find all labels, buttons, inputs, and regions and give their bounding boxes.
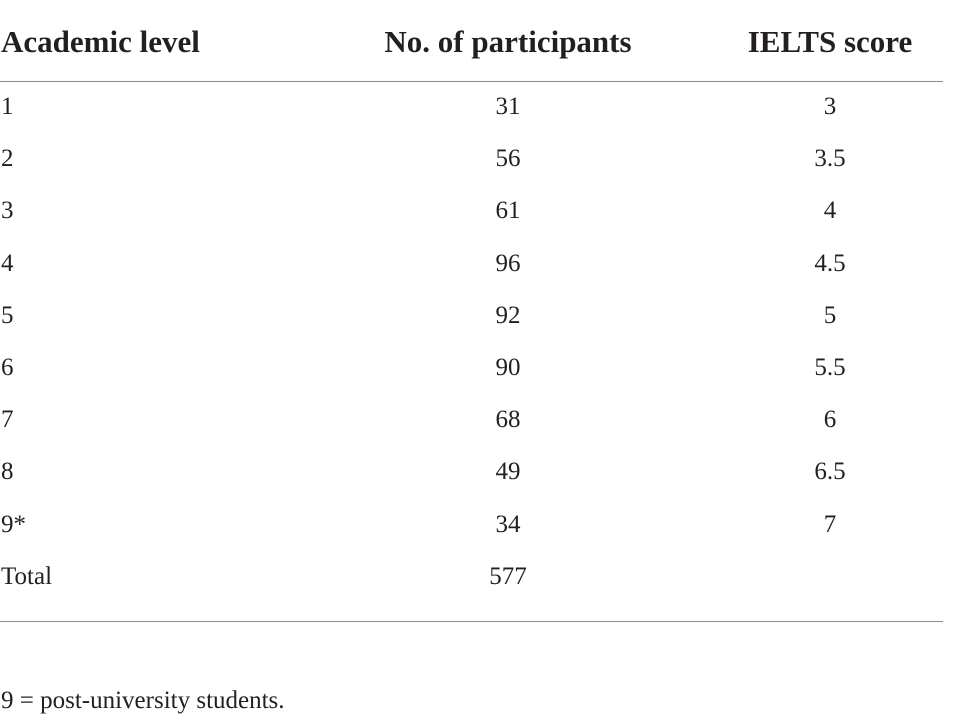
cell-academic-level: 7: [1, 406, 14, 434]
cell-ielts-score: 3.5: [814, 145, 846, 173]
cell-total-participants: 577: [489, 562, 527, 590]
header-participants: No. of participants: [384, 24, 632, 59]
cell-academic-level: 8: [1, 458, 14, 486]
cell-academic-level: 6: [1, 353, 14, 381]
table-bottom-rule: [0, 621, 943, 622]
cell-participants: 49: [495, 458, 521, 486]
header-ielts-score: IELTS score: [747, 24, 913, 59]
cell-participants: 96: [495, 249, 521, 277]
cell-academic-level: 2: [1, 145, 14, 173]
cell-participants: 92: [495, 301, 521, 329]
table-row: [0, 341, 957, 393]
cell-participants: 56: [495, 145, 521, 173]
cell-ielts-score: 6.5: [814, 458, 846, 486]
cell-ielts-score: 4: [823, 197, 837, 225]
table-body: [0, 80, 957, 602]
table-row: [0, 80, 957, 132]
table-row: [0, 184, 957, 236]
cell-participants: 31: [495, 93, 521, 120]
table-row: [0, 132, 957, 184]
cell-ielts-score: 3: [823, 93, 837, 120]
table-row: [0, 237, 957, 289]
cell-academic-level: 9*: [1, 510, 26, 538]
cell-ielts-score: 6: [823, 406, 837, 434]
table-header: [0, 20, 957, 64]
cell-ielts-score: 5.5: [814, 353, 846, 381]
header-academic-level: Academic level: [1, 24, 200, 59]
cell-participants: 68: [495, 406, 521, 434]
cell-participants: 34: [495, 510, 521, 538]
cell-academic-level: 4: [1, 249, 14, 277]
cell-participants: 90: [495, 353, 521, 381]
cell-ielts-score: 4.5: [814, 249, 846, 277]
table-footnote: 9 = post-university students.: [1, 687, 285, 714]
table-row: [0, 445, 957, 497]
cell-academic-level: 5: [1, 301, 14, 329]
table-row: [0, 289, 957, 341]
cell-total-label: Total: [1, 562, 53, 590]
table-row: [0, 498, 957, 550]
cell-participants: 61: [495, 197, 521, 225]
cell-academic-level: 1: [1, 93, 14, 120]
cell-ielts-score: 5: [823, 301, 837, 329]
table-row: [0, 393, 957, 445]
cell-academic-level: 3: [1, 197, 14, 225]
table-row-total: [0, 550, 957, 602]
cell-ielts-score: 7: [823, 510, 837, 538]
